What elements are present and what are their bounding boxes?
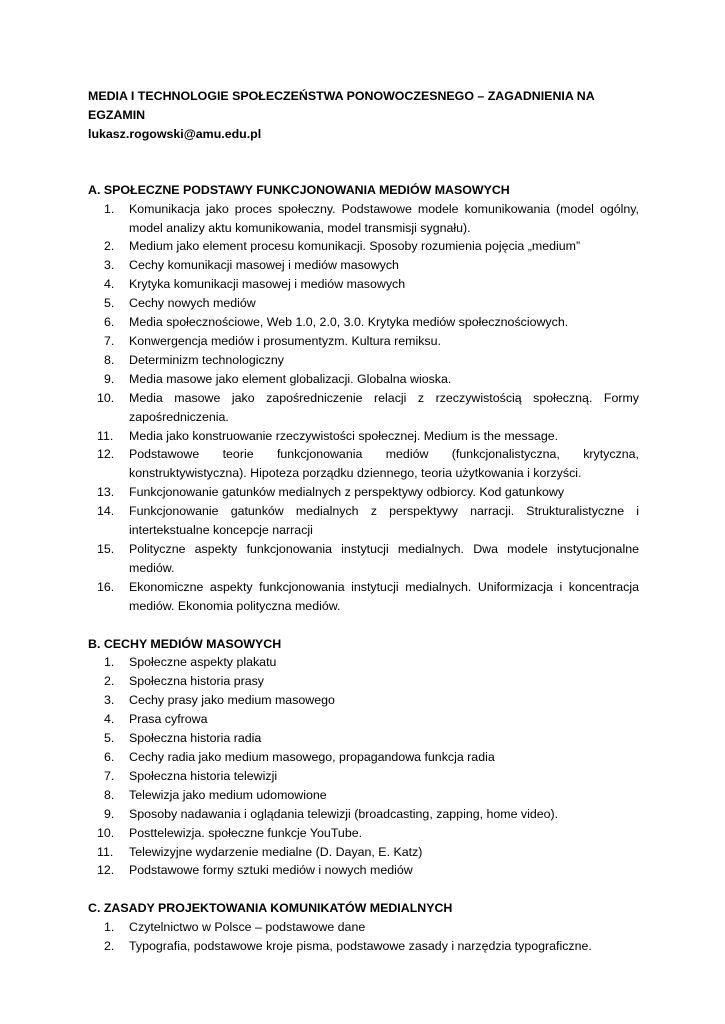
list-item-text: Ekonomiczne aspekty funkcjonowania instytucji medialnych. Uniformizacja i koncentracja mediów. Ekonomia polityczna mediów. [129,579,639,613]
list-item-text: Komunikacja jako proces społeczny. Podstawowe modele komunikowania (model ogólny, model analizy aktu komunikowania, model transmisji sygnału). [129,201,639,235]
list-item-number: 10. [97,390,115,405]
list-item [88,691,639,710]
section-title: A. SPOŁECZNE PODSTAWY FUNKCJONOWANIA MEDIÓW MASOWYCH [88,182,510,197]
list-item [88,256,639,275]
section-title: C. ZASADY PROJEKTOWANIA KOMUNIKATÓW MEDIALNYCH [88,901,453,916]
list-item-text: Polityczne aspekty funkcjonowania instytucji medialnych. Dwa modele instytucjonalne mediów. [129,541,639,575]
list-item-number: 1. [104,920,115,935]
list-item-text: Media masowe jako zapośredniczenie relacji z rzeczywistością społeczną. Formy zapośredniczenia. [129,390,639,424]
spacer [88,144,639,181]
list-item-number: 15. [97,541,115,556]
list-item-text: Społeczna historia prasy [129,674,264,689]
sections-container [88,181,639,956]
author-email: lukasz.rogowski@amu.edu.pl [88,126,262,141]
list-item [88,672,639,691]
list-item [88,370,639,389]
list-item-text: Podstawowe formy sztuki mediów i nowych mediów [129,863,413,878]
list-item-number: 10. [97,825,115,840]
list-item [88,729,639,748]
list-item [88,918,639,937]
list-item-number: 6. [104,315,115,330]
list-item [88,824,639,843]
list-item-number: 1. [104,201,115,216]
list-item-number: 5. [104,296,115,311]
list-item [88,445,639,483]
list-item [88,351,639,370]
list-item-text: Krytyka komunikacji masowej i mediów masowych [129,277,406,292]
list-item-number: 12. [97,447,115,462]
list-item-number: 11. [97,428,114,443]
list-item-number: 2. [104,674,115,689]
section-title: B. CECHY MEDIÓW MASOWYCH [88,636,282,651]
list-item [88,502,639,540]
list-item-number: 2. [104,239,115,254]
numbered-list [88,200,639,616]
list-item [88,937,639,956]
list-item-text: Funkcjonowanie gatunków medialnych z perspektywy narracji. Strukturalistyczne i intertekstualne koncepcje narracji [129,504,639,538]
list-item [88,710,639,729]
list-item-number: 13. [97,485,115,500]
section-spacer [88,616,639,635]
list-item-number: 7. [104,768,115,783]
list-item-text: Cechy komunikacji masowej i mediów masowych [129,258,399,273]
list-item-text: Posttelewizja. społeczne funkcje YouTube. [129,825,363,840]
list-item-text: Typografia, podstawowe kroje pisma, podstawowe zasady i narzędzia typograficzne. [129,939,592,954]
list-item [88,843,639,862]
document-title: MEDIA I TECHNOLOGIE SPOŁECZEŃSTWA PONOWOCZESNEGO – ZAGADNIENIA NA EGZAMIN [88,89,595,122]
numbered-list [88,918,639,956]
list-item [88,748,639,767]
list-item [88,578,639,616]
list-item-text: Media społecznościowe, Web 1.0, 2.0, 3.0. Krytyka mediów społecznościowych. [129,315,569,330]
list-item-number: 9. [104,371,115,386]
list-item [88,483,639,502]
numbered-list [88,653,639,880]
list-item [88,275,639,294]
list-item-number: 4. [104,277,115,292]
list-item-text: Determinizm technologiczny [129,352,284,367]
list-item-number: 11. [97,844,114,859]
list-item-text: Telewizja jako medium udomowione [129,787,327,802]
list-item [88,294,639,313]
list-item-number: 7. [104,333,115,348]
section-spacer [88,880,639,899]
list-item-text: Społeczna historia radia [129,731,262,746]
list-item-number: 1. [104,655,115,670]
list-item-number: 2. [104,939,115,954]
list-item-text: Społeczne aspekty plakatu [129,655,277,670]
list-item [88,540,639,578]
list-item [88,200,639,238]
list-item-number: 3. [104,258,115,273]
list-item-number: 6. [104,750,115,764]
list-item-text: Telewizyjne wydarzenie medialne (D. Dayan, E. Katz) [129,844,423,859]
list-item-text: Funkcjonowanie gatunków medialnych z perspektywy odbiorcy. Kod gatunkowy [129,485,565,500]
list-item-text: Media jako konstruowanie rzeczywistości społecznej. Medium is the message. [129,428,559,443]
list-item-text: Prasa cyfrowa [129,712,208,727]
list-item-number: 9. [104,806,115,821]
list-item-number: 3. [104,693,115,708]
list-item-number: 8. [104,787,115,802]
list-item-text: Cechy nowych mediów [129,296,256,311]
list-item-text: Cechy radia jako medium masowego, propagandowa funkcja radia [129,750,495,764]
list-item [88,332,639,351]
list-item-number: 14. [97,504,115,519]
list-item-text: Media masowe jako element globalizacji. Globalna wioska. [129,371,452,386]
list-item [88,237,639,256]
list-item [88,389,639,427]
list-item [88,786,639,805]
list-item-number: 5. [104,731,115,746]
list-item-number: 16. [97,579,115,594]
list-item [88,313,639,332]
list-item-number: 8. [104,352,115,367]
list-item-text: Medium jako element procesu komunikacji. Sposoby rozumienia pojęcia „medium” [129,239,581,254]
list-item-text: Cechy prasy jako medium masowego [129,693,335,708]
list-item-text: Społeczna historia telewizji [129,768,278,783]
list-item [88,653,639,672]
list-item [88,805,639,824]
list-item-text: Czytelnictwo w Polsce – podstawowe dane [129,920,366,935]
list-item-number: 4. [104,712,115,727]
list-item [88,427,639,446]
list-item-text: Sposoby nadawania i oglądania telewizji (broadcasting, zapping, home video). [129,806,559,821]
document-page [88,87,639,956]
list-item [88,767,639,786]
list-item-number: 12. [97,863,115,878]
list-item [88,861,639,880]
list-item-text: Podstawowe teorie funkcjonowania mediów (funkcjonalistyczna, krytyczna, konstruktywistyczna). Hipoteza porządku dziennego, teoria użytkowania i korzyści. [129,447,639,481]
list-item-text: Konwergencja mediów i prosumentyzm. Kultura remiksu. [129,333,441,348]
